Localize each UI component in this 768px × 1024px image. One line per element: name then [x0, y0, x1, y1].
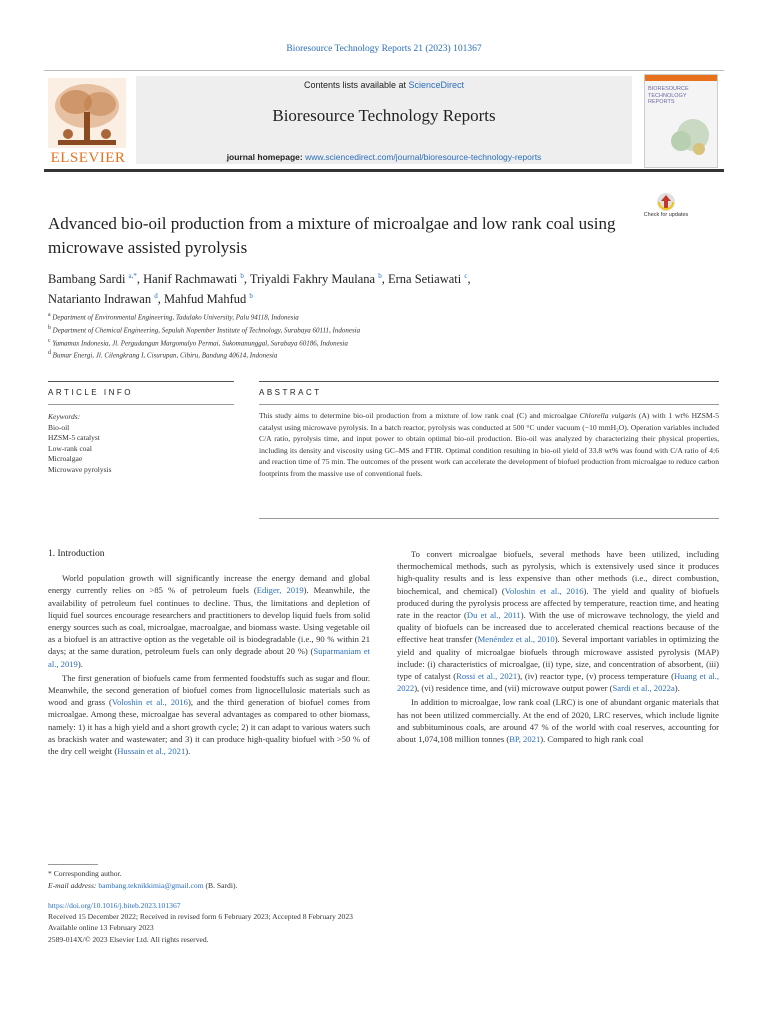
affiliation-item: $^a$ Department of Environmental Engineering, Tadulako University, Palu 94118, Indonesia	[48, 312, 299, 322]
citation-link[interactable]: BP, 2021	[509, 734, 541, 745]
affiliation-item: $^d$ Bumar Energi, Jl. Cilengkrang I, Cisurupan, Cibiru, Bandung 40614, Indonesia	[48, 350, 278, 360]
article-info-top-rule	[48, 381, 234, 382]
contents-line: Contents lists available at ScienceDirect	[303, 80, 465, 90]
keyword: HZSM-5 catalyst	[48, 433, 100, 442]
journal-homepage-link[interactable]: www.sciencedirect.com/journal/bioresource-technology-reports	[305, 152, 542, 162]
affiliations	[48, 310, 648, 361]
paragraph: The first generation of biofuels came from fermented foodstuffs such as sugar and flour. Meanwhile, the second generation of biofuel comes from lignocellulosic materials such as wood and grass (Voloshin et al., 2016), and the third generation of biofuel comes from microalgae. Among these, microalgae has several advantages as compared to other biomass, namely: 1) it has a high yield and a short growth cycle; 2) it can adapt to various waters such as brackish water and wastewater; and 3) it can produce high-quality biofuel with >50 % of the dry cell weight (Hussain et al., 2021).	[48, 672, 371, 757]
citation-link[interactable]: Menéndez et al., 2010	[477, 634, 555, 645]
abstract-heading: ABSTRACT	[259, 388, 322, 397]
abstract-text: This study aims to determine bio-oil production from a mixture of low rank coal (C) and microalgae Chlorella vulgaris (A) with 1 wt% HZSM-5 catalyst using microwave pyrolysis. In a batch reactor, pyrolysis was conducted at 500 °C under vacuum (−10 mmH₂O). Operation variables included C/A ratio, pyrolysis time, and input power to obtain optimal bio-oil production. Bio-oil was analyzed by characterizing their physical properties, including its density and viscosity using GC–MS and FTIR. Optimal condition resulting in bio-oil yield of 33.8 wt% was found with C/A ratio of 4:6 and reaction time of 75 min. The outcomes of the present work can accelerate the development of biofuel production from microalgae to reduce carbon footprints from the massive use of conventional fuels.	[259, 411, 719, 478]
citation-link[interactable]: Du et al., 2011	[466, 610, 521, 621]
citation-link[interactable]: Huang et al., 2022	[397, 671, 719, 694]
citation-link[interactable]: Sardi et al., 2022a	[612, 683, 675, 694]
author[interactable]: Bambang Sardi	[48, 272, 126, 287]
author[interactable]: Hanif Rachmawati	[143, 272, 238, 287]
abstract-top-rule	[259, 381, 719, 382]
citation-link[interactable]: Suparmaniam et al., 2019	[48, 646, 370, 669]
keyword: Microwave pyrolysis	[48, 464, 112, 474]
footnote-rule	[48, 864, 98, 865]
journal-reference[interactable]: Bioresource Technology Reports 21 (2023) 101367	[286, 44, 482, 54]
author[interactable]: Natarianto Indrawan	[48, 292, 152, 307]
paragraph: In addition to microalgae, low rank coal (LRC) is one of abundant organic materials that has not been utilized commercially. At the end of 2020, LRC reserves, which include lignite and subbituminous coals, are around 47 % of the world with coal reserves, accounting for about 1,074,108 million tonnes (BP, 2021). Compared to high rank coal	[397, 697, 719, 745]
affiliation-item: $^c$ Yamamax Indonesia, Jl. Pergudangan Margomulyo Permai, Sukomanunggal, Surabaya 60186, Indonesia	[48, 337, 348, 347]
author-affiliation-marker[interactable]: b	[378, 272, 382, 280]
copyright: 2589-014X/© 2023 Elsevier Ltd. All rights reserved.	[48, 934, 209, 944]
journal-title: Bioresource Technology Reports	[272, 106, 496, 125]
citation-link[interactable]: Voloshin et al., 2016	[504, 585, 584, 596]
author[interactable]: Erna Setiawati	[387, 272, 462, 287]
online-date: Available online 13 February 2023	[48, 923, 154, 933]
paragraph: World population growth will significantly increase the energy demand and global energy currently relies on >85 % of petroleum fuels (Ediger, 2019). Meanwhile, the availability of petroleum fuel continues to decline. Thus, the limitations and depletion of liquid fuel sources encourage researchers and practitioners to develop liquid fuels from solid energy sources such as coal, microalgae, macroalgae, and biomass waste. Using vegetable oil as a biofuel is an attractive option as the vegetable oil is biodegradable (i.e., 90 % within 21 days; at the same duration, petroleum fuels can only degrade about 20 %) (Suparmaniam et al., 2019).	[48, 573, 370, 669]
sciencedirect-link[interactable]: ScienceDirect	[408, 80, 465, 90]
keyword: Bio-oil	[48, 422, 70, 432]
author-affiliation-marker[interactable]: b	[249, 292, 253, 301]
author-affiliation-marker[interactable]: c	[464, 272, 468, 280]
journal-homepage-line: journal homepage: www.sciencedirect.com/journal/bioresource-technology-reports	[226, 152, 542, 162]
received-dates: Received 15 December 2022; Received in revised form 6 February 2023; Accepted 8 February 2023	[48, 912, 353, 922]
footnotes	[48, 868, 448, 891]
article-info-rule	[48, 404, 234, 405]
check-for-updates-label[interactable]: Check for updates	[643, 212, 689, 218]
publication-info	[48, 900, 548, 945]
author[interactable]: Mahfud Mahfud	[163, 292, 247, 307]
keywords-list	[48, 412, 228, 475]
section-heading-introduction: 1. Introduction	[48, 549, 105, 559]
body-column-left	[48, 548, 370, 759]
citation-link[interactable]: Rossi et al., 2021	[456, 671, 518, 682]
doi-link[interactable]: https://doi.org/10.1016/j.biteb.2023.101367	[48, 901, 181, 910]
keywords-label: Keywords:	[48, 412, 81, 421]
abstract-rule	[259, 404, 719, 405]
keyword: Low-rank coal	[48, 443, 92, 453]
elsevier-wordmark[interactable]: ELSEVIER	[50, 150, 126, 166]
cover-title: BIORESOURCE TECHNOLOGY REPORTS	[648, 86, 689, 105]
citation-link[interactable]: Ediger, 2019	[256, 585, 304, 596]
author-list: Bambang Sardi $^{a,*}$, Hanif Rachmawati $^b$, Triyaldi Fakhry Maulana $^b$, Erna Setiawati $^c$, Natarianto Indrawan $^d$, Mahfud Mahfud $^b$	[48, 272, 471, 307]
citation-link[interactable]: Hussain et al., 2021	[117, 746, 186, 757]
body-column-right	[397, 548, 719, 747]
paper-title: Advanced bio-oil production from a mixture of microalgae and low rank coal using microwave assisted pyrolysis	[48, 214, 616, 257]
abstract-bottom-rule	[259, 518, 719, 519]
paragraph: To convert microalgae biofuels, several methods have been utilized, including thermochemical methods, such as pyrolysis, which is extensively used since it produces high-quality results and is less expensive than other methods (i.e., direct combustion, biochemical, and chemical) (Voloshin et al., 2016). The yield and quality of biofuels produced during the pyrolysis process are affected by temperature, reaction time, and heating rate in the reactor (Du et al., 2011). With the use of microwave technology, the yield and quality of biofuels can be increased due to accelerated chemical reactions because of the effective heat transfer (Menéndez et al., 2010). Several important variables in optimizing the yield and quality of microalgae biofuels through microwave assisted pyrolysis (MAP) include: (i) characteristics of microalgae, (ii) type, size, and concentration of absorbent, (iii) type of catalyst (Rossi et al., 2021), (iv) reactor type, (v) process temperature (Huang et al., 2022), (vi) residence time, and (vii) microwave output power (Sardi et al., 2022a).	[397, 549, 719, 694]
author-affiliation-marker[interactable]: a,*	[128, 272, 137, 280]
affiliation-item: $^b$ Department of Chemical Engineering, Sepuluh Nopember Institute of Technology, Surabaya 60111, Indonesia	[48, 324, 361, 335]
author-affiliation-marker[interactable]: b	[240, 272, 244, 280]
email-link[interactable]: bambang.teknikkimia@gmail.com	[98, 880, 204, 890]
author[interactable]: Triyaldi Fakhry Maulana	[249, 272, 376, 287]
citation-link[interactable]: Voloshin et al., 2016	[111, 697, 188, 708]
article-info-heading: ARTICLE INFO	[48, 388, 133, 397]
corresponding-author-note: * Corresponding author.	[48, 869, 122, 878]
author-affiliation-marker[interactable]: d	[154, 292, 158, 301]
keyword: Microalgae	[48, 454, 83, 463]
email-footnote: E-mail address: bambang.teknikkimia@gmail.com (B. Sardi).	[48, 880, 238, 890]
